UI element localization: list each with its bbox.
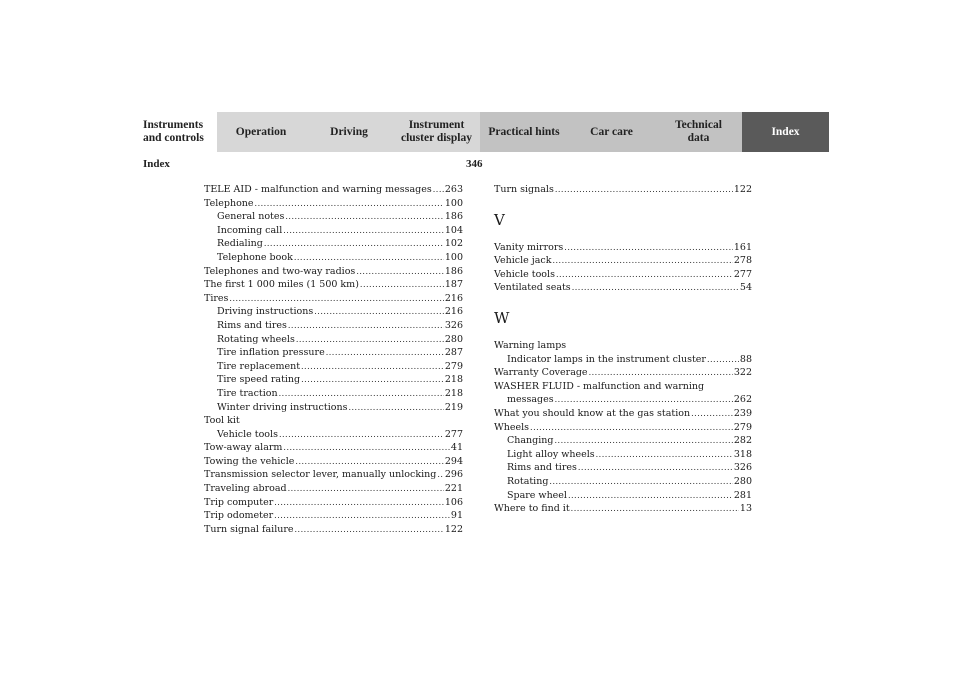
index-entry: Warranty Coverage ..... 322 xyxy=(494,366,752,380)
index-entry: Vehicle tools ..... 277 xyxy=(494,268,752,282)
index-subentry: Driving instructions ..... 216 xyxy=(204,305,463,319)
index-entry: Transmission selector lever, manually unlocking ..... 296 xyxy=(204,468,463,482)
index-entry: Trip computer ..... 106 xyxy=(204,496,463,510)
index-heading-entry: Warning lamps xyxy=(494,339,567,351)
index-subentry: Light alloy wheels ..... 318 xyxy=(494,448,752,462)
index-entry: Traveling abroad ..... 221 xyxy=(204,482,463,496)
index-subentry: Rotating wheels ..... 280 xyxy=(204,333,463,347)
index-entry: TELE AID - malfunction and warning messages ..... 263 xyxy=(204,183,463,197)
index-subentry: Winter driving instructions ..... 219 xyxy=(204,401,463,415)
index-entry-first-line: WASHER FLUID - malfunction and warning xyxy=(494,380,705,392)
index-subentry: Tire replacement ..... 279 xyxy=(204,360,463,374)
index-subentry: Indicator lamps in the instrument cluster ..... 88 xyxy=(494,353,752,367)
index-entry: Tires ..... 216 xyxy=(204,292,463,306)
tab-technical-data[interactable]: Technical data xyxy=(655,112,742,152)
index-entry: Tow-away alarm ..... 41 xyxy=(204,441,463,455)
index-subentry: General notes ..... 186 xyxy=(204,210,463,224)
index-column-right xyxy=(494,183,752,516)
index-letter-heading: V xyxy=(494,210,505,229)
index-entry: Turn signals ..... 122 xyxy=(494,183,752,197)
index-entry: Wheels ..... 279 xyxy=(494,421,752,435)
index-letter-heading: W xyxy=(494,308,510,327)
tab-driving[interactable]: Driving xyxy=(305,112,393,152)
index-subentry: Telephone book ..... 100 xyxy=(204,251,463,265)
index-subentry: Rotating ..... 280 xyxy=(494,475,752,489)
index-subentry: Rims and tires ..... 326 xyxy=(494,461,752,475)
index-subentry: Spare wheel ..... 281 xyxy=(494,489,752,503)
index-entry: Ventilated seats ..... 54 xyxy=(494,281,752,295)
index-entry: The first 1 000 miles (1 500 km) ..... 187 xyxy=(204,278,463,292)
index-heading-entry: Tool kit xyxy=(204,415,240,427)
tab-instrument-cluster-display[interactable]: Instrument cluster display xyxy=(393,112,480,152)
page-section-label: Index xyxy=(143,158,170,170)
index-subentry: Rims and tires ..... 326 xyxy=(204,319,463,333)
index-subentry: Changing ..... 282 xyxy=(494,434,752,448)
section-tab-bar xyxy=(131,112,829,152)
index-subentry: Tire traction ..... 218 xyxy=(204,387,463,401)
tab-practical-hints[interactable]: Practical hints xyxy=(480,112,568,152)
page-number: 346 xyxy=(466,158,483,170)
index-subentry: Tire speed rating ..... 218 xyxy=(204,373,463,387)
index-subentry: Tire inflation pressure ..... 287 xyxy=(204,346,463,360)
index-entry: Towing the vehicle ..... 294 xyxy=(204,455,463,469)
tab-index[interactable]: Index xyxy=(742,112,829,152)
index-subentry: Redialing ..... 102 xyxy=(204,237,463,251)
tab-operation[interactable]: Operation xyxy=(217,112,305,152)
index-entry: Trip odometer ..... 91 xyxy=(204,509,463,523)
tab-car-care[interactable]: Car care xyxy=(568,112,655,152)
index-entry: Vanity mirrors ..... 161 xyxy=(494,241,752,255)
index-column-left xyxy=(204,183,463,536)
tab-instruments-and-controls[interactable]: Instruments and controls xyxy=(131,112,217,152)
index-entry: Vehicle jack ..... 278 xyxy=(494,254,752,268)
index-entry: Where to find it ..... 13 xyxy=(494,502,752,516)
index-entry: Turn signal failure ..... 122 xyxy=(204,523,463,537)
index-entry: Telephones and two-way radios ..... 186 xyxy=(204,265,463,279)
index-subentry: Incoming call ..... 104 xyxy=(204,224,463,238)
index-entry: What you should know at the gas station ..... 239 xyxy=(494,407,752,421)
index-entry: Telephone ..... 100 xyxy=(204,197,463,211)
index-entry-continuation: messages ..... 262 xyxy=(494,393,752,407)
index-subentry: Vehicle tools ..... 277 xyxy=(204,428,463,442)
